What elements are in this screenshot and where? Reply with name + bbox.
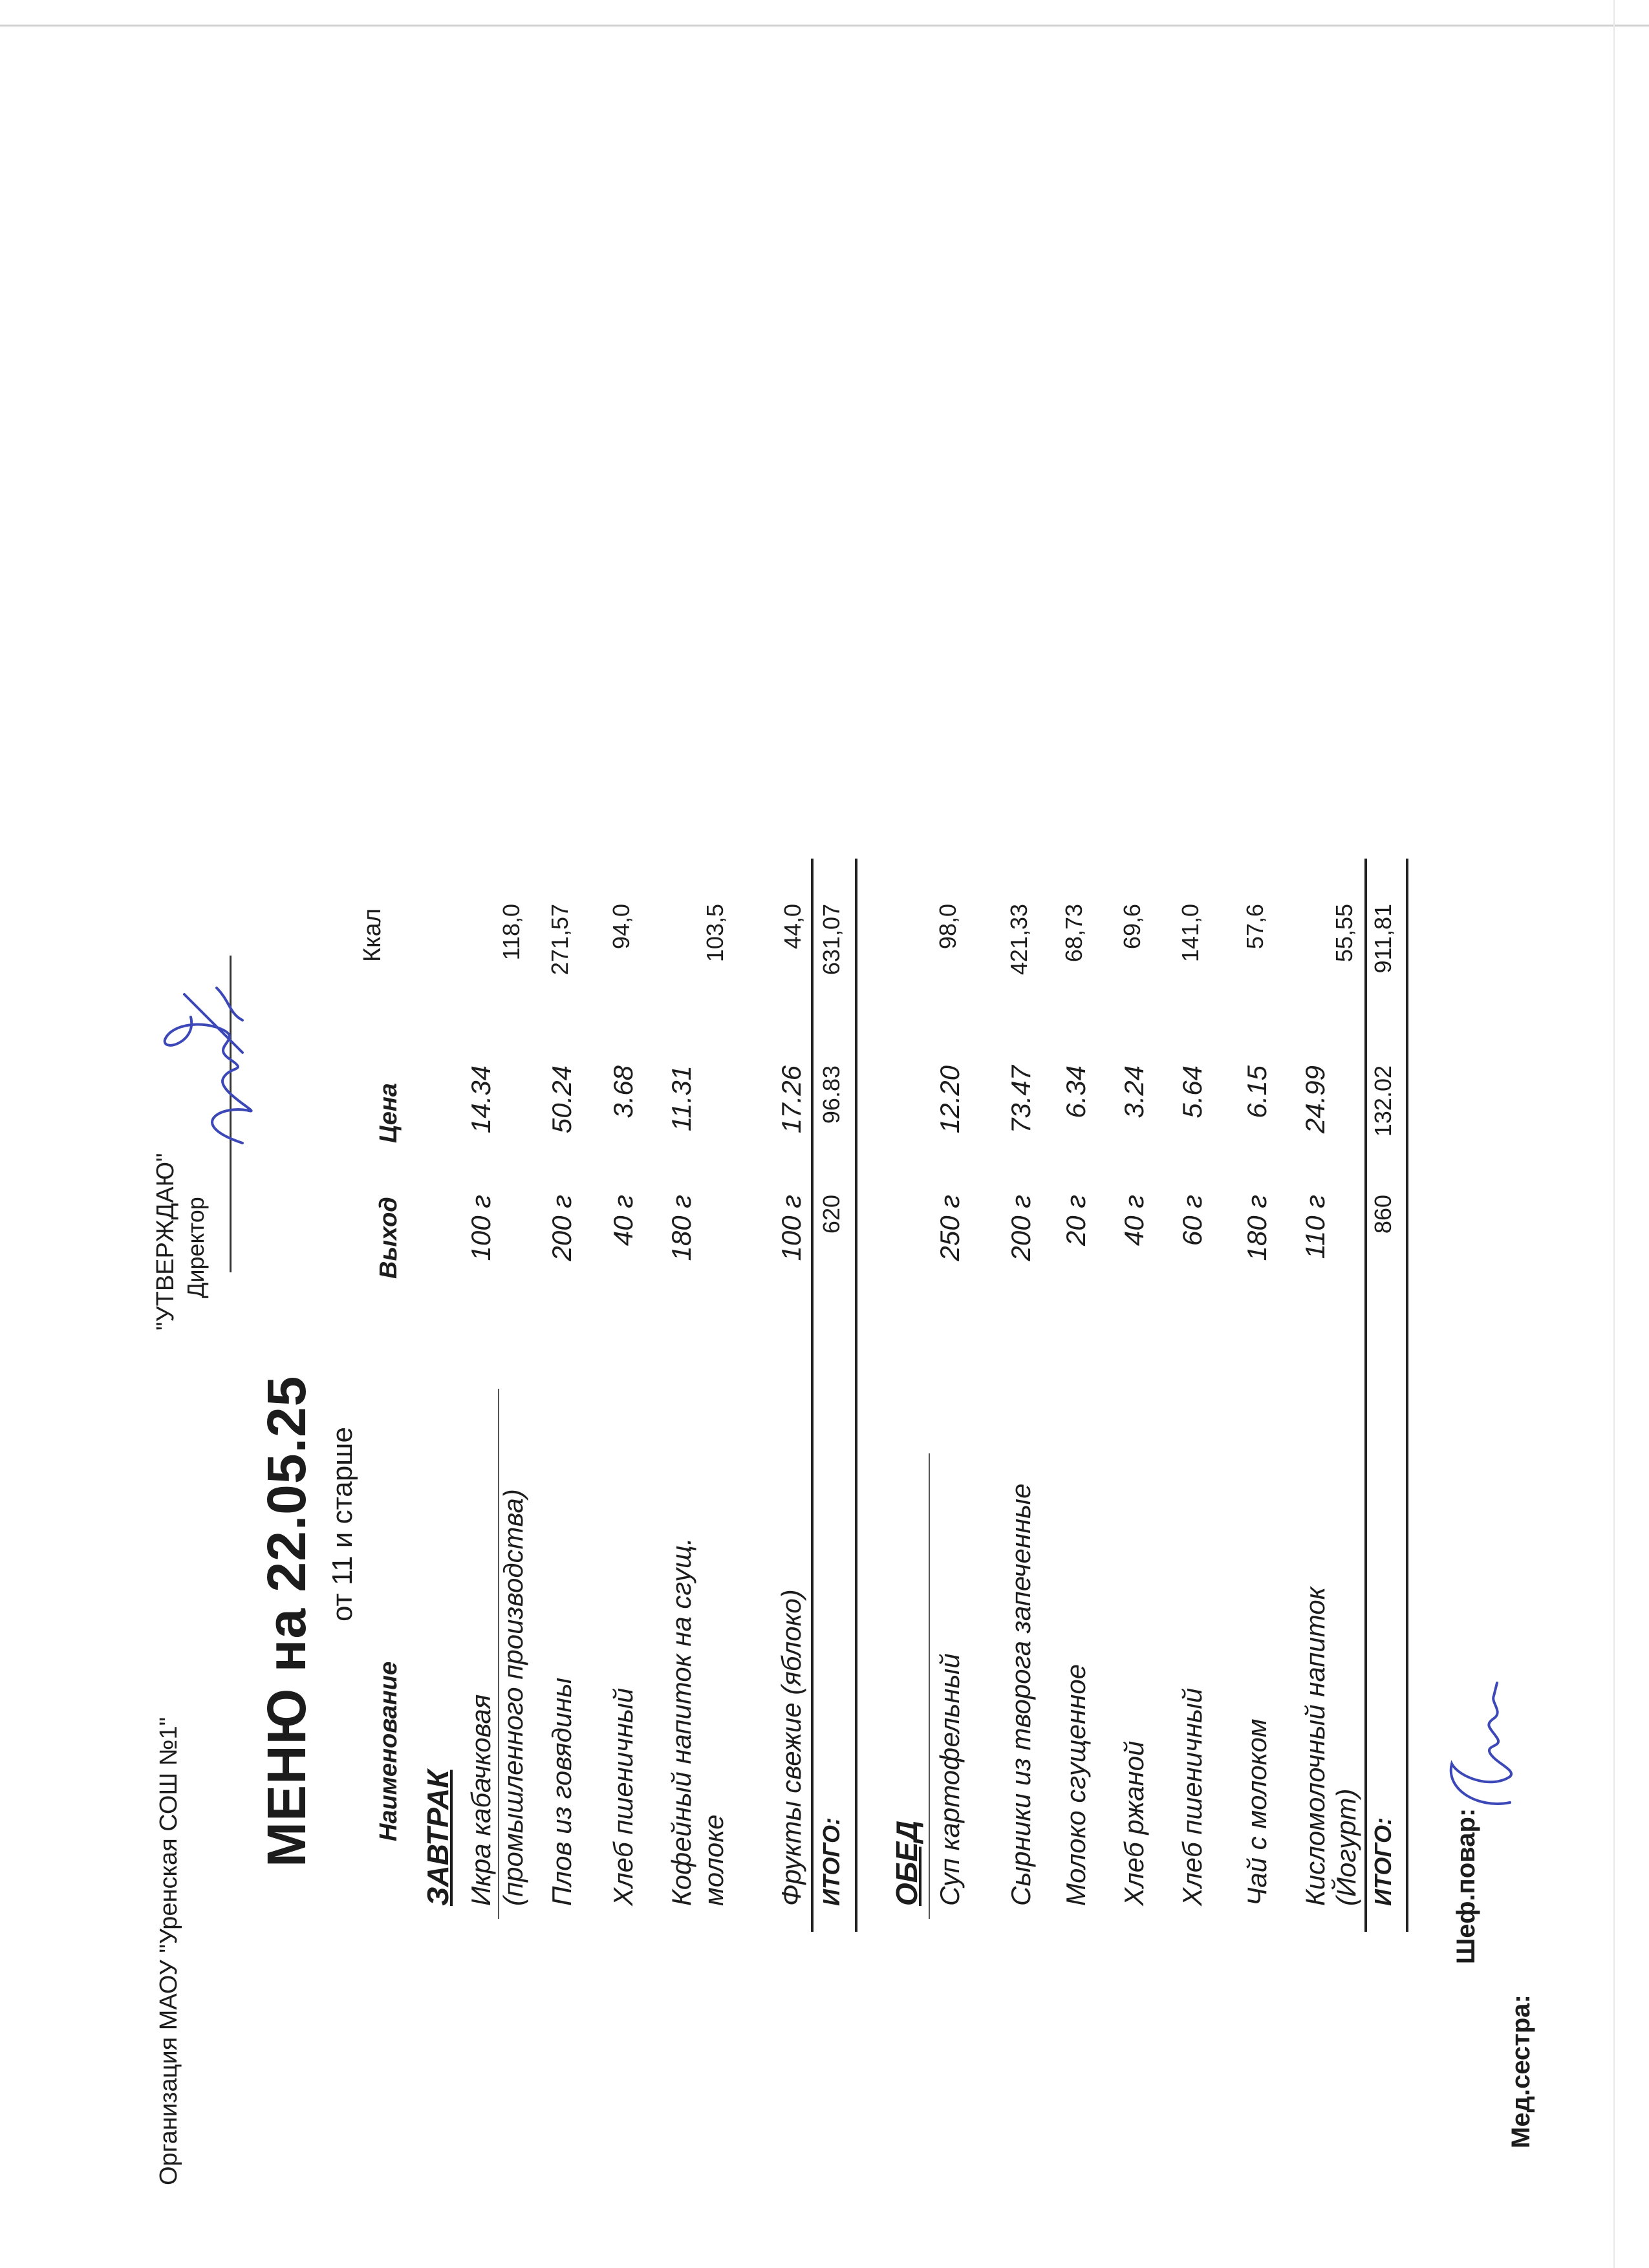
item-cena: 73.47 bbox=[1006, 1065, 1036, 1134]
list-item: Хлеб пшеничный bbox=[608, 1687, 638, 1906]
list-item: Хлеб ржаной bbox=[1119, 1740, 1149, 1906]
item-vyhod: 60 г bbox=[1177, 1195, 1207, 1246]
item-cena: 6.15 bbox=[1242, 1065, 1272, 1118]
breakfast-total-kkal: 631,07 bbox=[818, 904, 845, 976]
list-item: (промышленного производства) bbox=[498, 1489, 528, 1906]
item-vyhod: 40 г bbox=[608, 1195, 638, 1246]
item-vyhod: 20 г bbox=[1061, 1195, 1091, 1246]
section-rule bbox=[929, 1453, 930, 1919]
list-item: Молоко сгущенное bbox=[1061, 1664, 1091, 1906]
item-cena: 14.34 bbox=[466, 1065, 496, 1134]
item-cena: 17.26 bbox=[776, 1065, 806, 1134]
item-kkal: 44,0 bbox=[779, 904, 806, 950]
item-vyhod: 100 г bbox=[776, 1195, 806, 1261]
nurse-label: Мед.сестра: bbox=[1507, 1995, 1535, 2148]
director-signature bbox=[146, 981, 268, 1150]
table-rule bbox=[855, 859, 857, 1932]
section-title-lunch: ОБЕД bbox=[890, 1820, 923, 1906]
table-rule bbox=[1406, 859, 1408, 1932]
list-item: Хлеб пшеничный bbox=[1177, 1687, 1207, 1906]
item-vyhod: 110 г bbox=[1300, 1195, 1330, 1259]
item-kkal: 94,0 bbox=[608, 904, 634, 950]
list-item: Икра кабачковая bbox=[466, 1694, 496, 1906]
item-cena: 5.64 bbox=[1177, 1065, 1207, 1118]
lunch-total-vyhod: 860 bbox=[1370, 1195, 1396, 1234]
breakfast-total-label: ИТОГО: bbox=[818, 1817, 845, 1906]
item-kkal: 57,6 bbox=[1242, 904, 1268, 950]
list-item: Кисломолочный напиток bbox=[1300, 1587, 1330, 1906]
section-title-breakfast: ЗАВТРАК bbox=[421, 1770, 455, 1906]
item-cena: 11.31 bbox=[666, 1065, 696, 1131]
table-rule bbox=[1364, 859, 1367, 1932]
lunch-total-label: ИТОГО: bbox=[1370, 1817, 1396, 1906]
list-item: (Йогурт) bbox=[1331, 1788, 1361, 1906]
item-vyhod: 100 г bbox=[466, 1195, 496, 1261]
column-header-cena: Цена bbox=[375, 1083, 402, 1143]
item-cena: 6.34 bbox=[1061, 1065, 1091, 1118]
item-kkal: 103,5 bbox=[702, 904, 728, 963]
table-rule bbox=[811, 859, 814, 1932]
item-kkal: 68,73 bbox=[1061, 904, 1087, 963]
lunch-total-kkal: 911,81 bbox=[1370, 904, 1396, 974]
item-kkal: 421,33 bbox=[1006, 904, 1032, 976]
list-item: Суп картофельный bbox=[934, 1653, 965, 1906]
list-item: Плов из говядины bbox=[546, 1677, 577, 1906]
item-cena: 50.24 bbox=[546, 1065, 577, 1134]
item-kkal: 118,0 bbox=[498, 904, 524, 961]
item-vyhod: 250 г bbox=[934, 1195, 965, 1261]
item-cena: 3.68 bbox=[608, 1065, 638, 1118]
organization-name: Организация МАОУ "Уренская СОШ №1" bbox=[155, 1717, 182, 2185]
list-item: Чай с молоком bbox=[1242, 1718, 1272, 1906]
item-vyhod: 200 г bbox=[546, 1195, 577, 1261]
item-cena: 24.99 bbox=[1300, 1065, 1330, 1134]
approve-label: "УТВЕРЖДАЮ" bbox=[152, 1153, 179, 1331]
item-kkal: 98,0 bbox=[934, 904, 961, 950]
page-title: МЕНЮ на 22.05.25 bbox=[256, 1375, 317, 1867]
list-item: Кофейный напиток на сгущ. bbox=[666, 1537, 696, 1906]
page-subtitle: от 11 и старше bbox=[327, 1427, 358, 1621]
chef-signature bbox=[1432, 1673, 1529, 1815]
column-header-name: Наименование bbox=[375, 1661, 402, 1841]
director-label: Директор bbox=[182, 1197, 209, 1298]
breakfast-total-vyhod: 620 bbox=[818, 1195, 845, 1234]
column-header-kkal: Ккал bbox=[359, 908, 386, 962]
item-cena: 3.24 bbox=[1119, 1065, 1149, 1118]
list-item: Сырники из творога запеченные bbox=[1006, 1483, 1036, 1906]
item-vyhod: 200 г bbox=[1006, 1195, 1036, 1261]
item-kkal: 271,57 bbox=[546, 904, 573, 976]
column-header-vyhod: Выход bbox=[375, 1197, 402, 1279]
item-cena: 12.20 bbox=[934, 1065, 965, 1134]
list-item: Фрукты свежие (яблоко) bbox=[776, 1589, 806, 1906]
item-kkal: 141,0 bbox=[1177, 904, 1203, 963]
list-item: молоке bbox=[698, 1814, 729, 1906]
item-kkal: 69,6 bbox=[1119, 904, 1145, 950]
lunch-total-cena: 132.02 bbox=[1370, 1065, 1396, 1137]
breakfast-total-cena: 96.83 bbox=[818, 1065, 845, 1124]
chef-label: Шеф.повар: bbox=[1452, 1808, 1480, 1964]
item-vyhod: 180 г bbox=[666, 1195, 696, 1261]
item-vyhod: 40 г bbox=[1119, 1195, 1149, 1246]
item-kkal: 55,55 bbox=[1331, 904, 1357, 963]
item-vyhod: 180 г bbox=[1242, 1195, 1272, 1261]
